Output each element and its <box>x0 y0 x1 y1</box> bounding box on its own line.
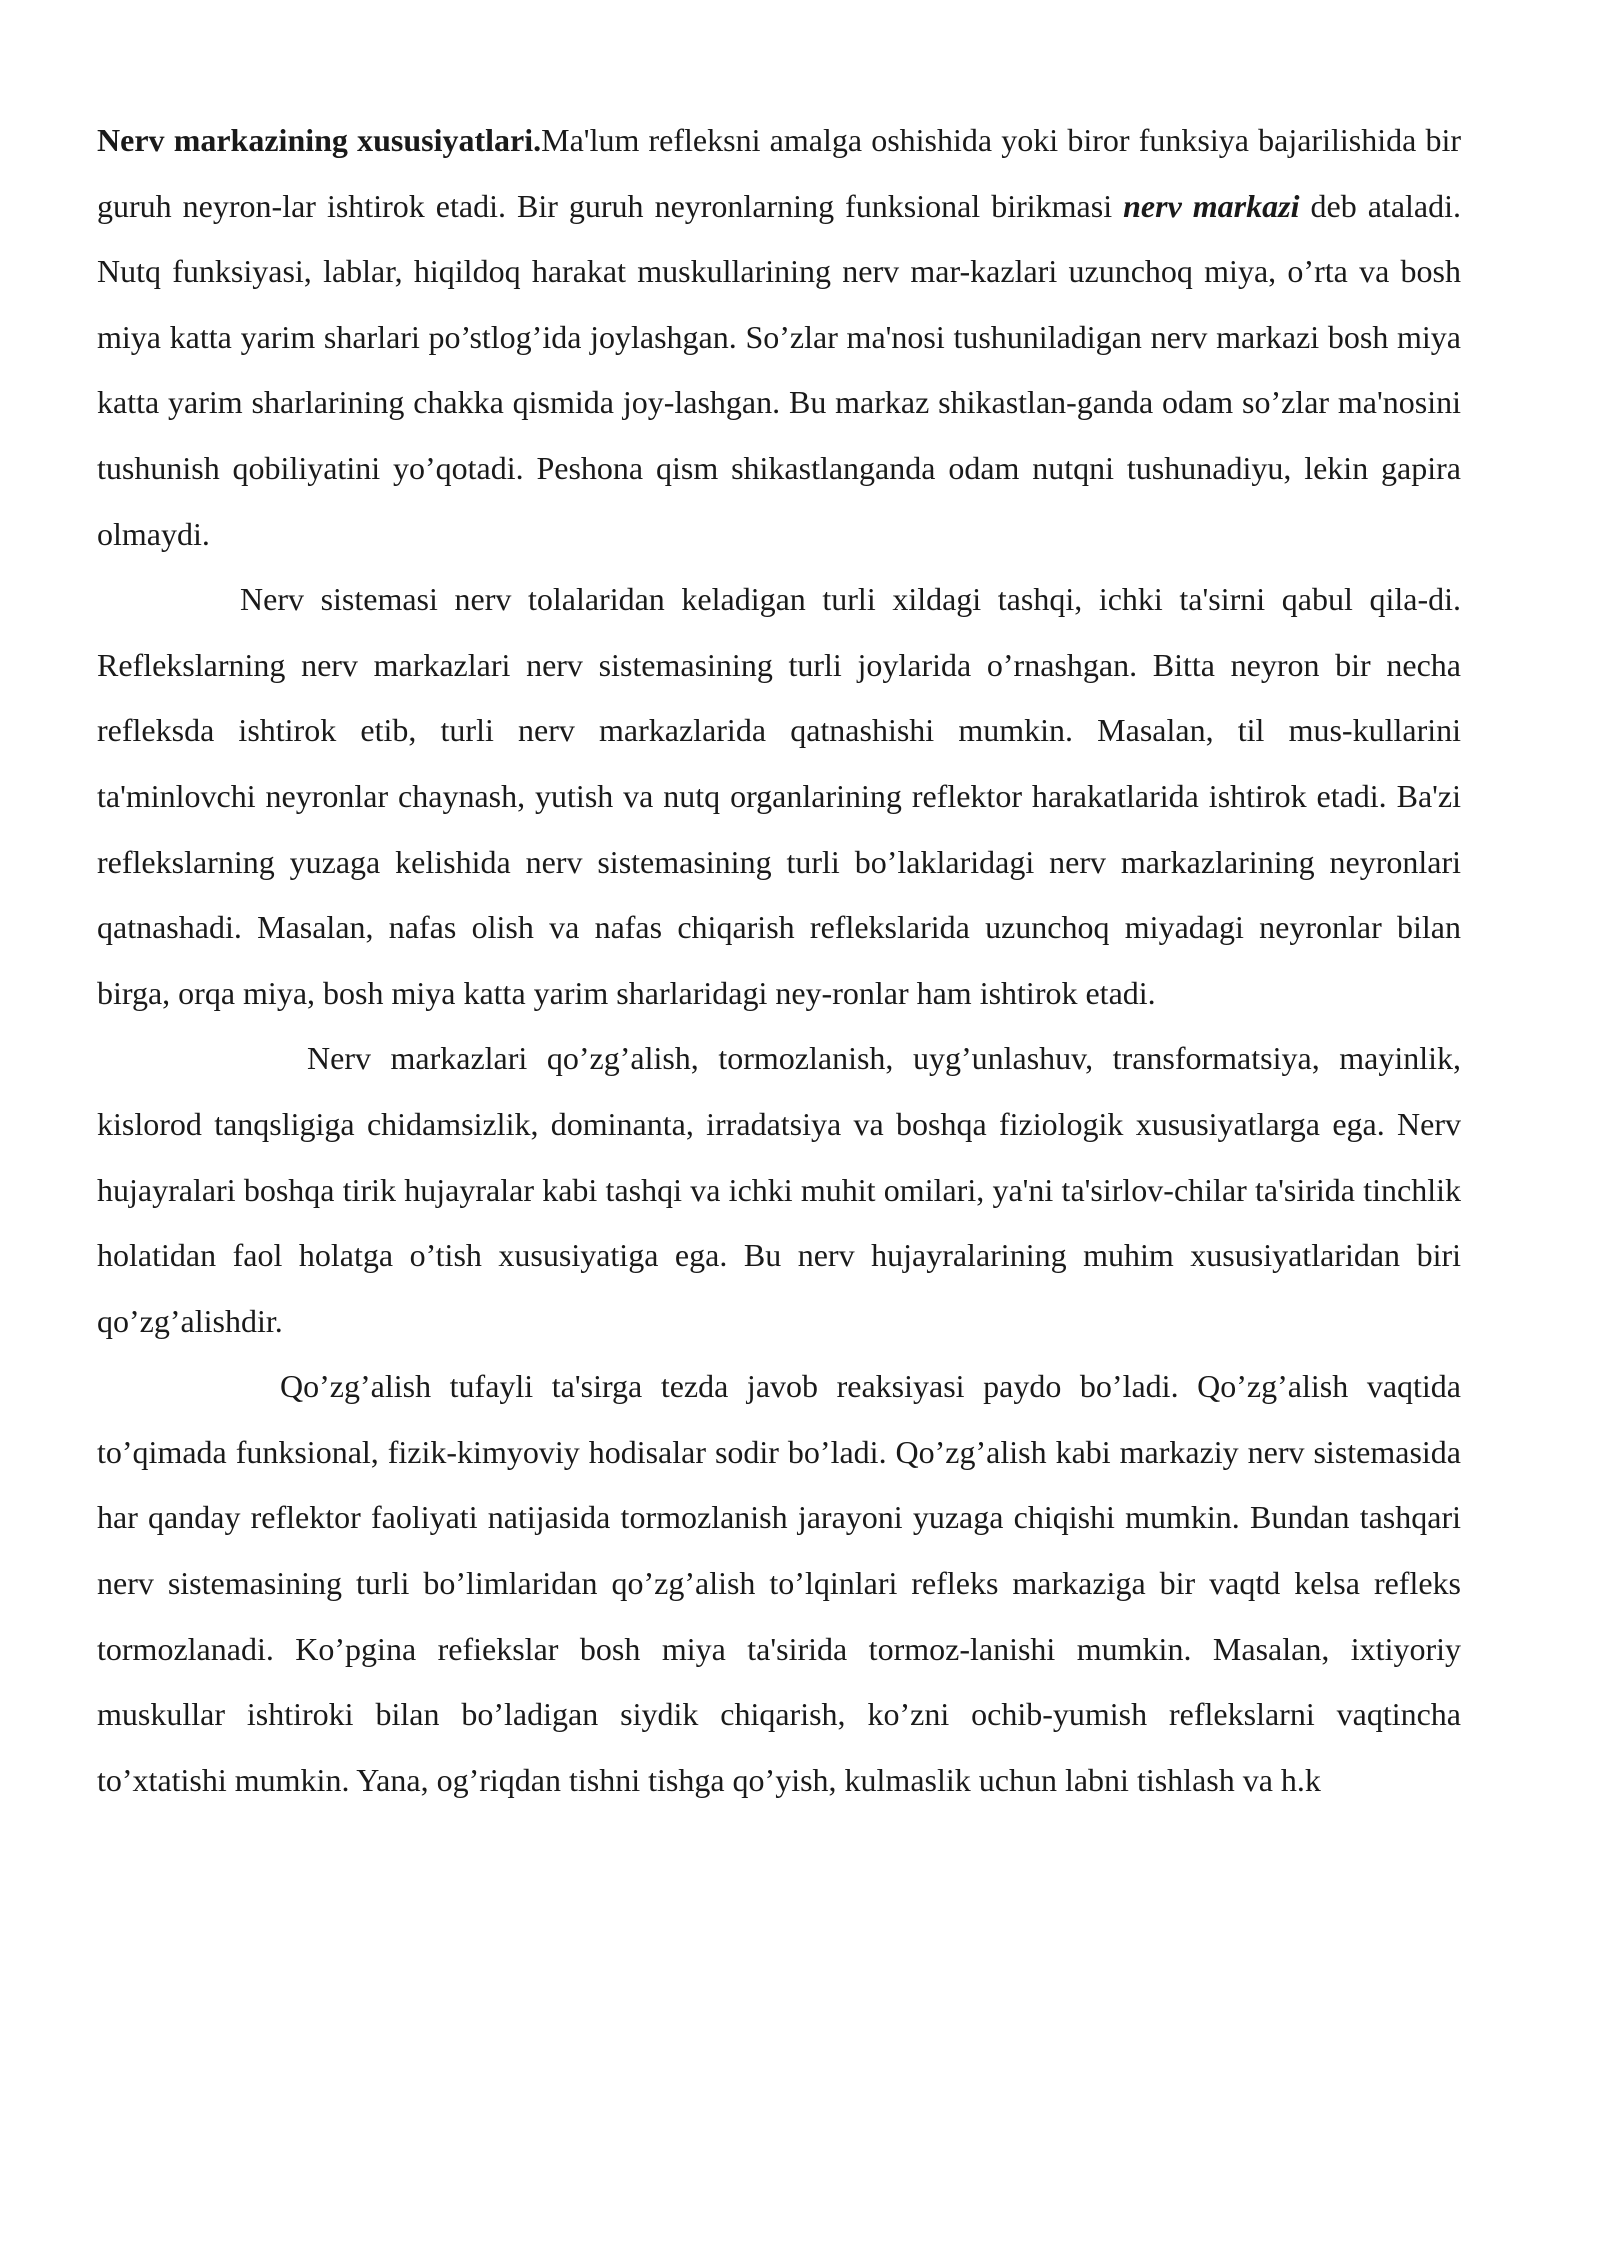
paragraph-1-text-a: Ma'lum refleksni amalga oshishida yoki biror funksiya bajarilishida bir guruh neyron-lar ishtirok etadi. Bir guruh neyronlarning funksional birikmasi <box>97 122 1462 224</box>
paragraph-1 <box>97 108 1461 567</box>
section-heading: Nerv markazining xususiyatlari. <box>97 122 542 158</box>
paragraph-3: Nerv markazlari qo’zg’alish, tormozlanish, uyg’unlashuv, transformatsiya, mayinlik, kislorod tanqsligiga chidamsizlik, dominanta, irradatsiya va boshqa fiziologik xususiyatlarga ega. Nerv hujayralari boshqa tirik hujayralar kabi tashqi va ichki muhit omilari, ya'ni ta'sirlov-chilar ta'sirida tinchlik holatidan faol holatga o’tish xususiyatiga ega. Bu nerv hujayralarining muhim xususiyatlaridan biri qo’zg’alishdir. <box>97 1040 1461 1339</box>
document-page <box>97 108 1461 1813</box>
paragraph-1-text-b: deb ataladi. Nutq funksiyasi, lablar, hiqildoq harakat muskullarining nerv mar-kazlari uzunchoq miya, o’rta va bosh miya katta yarim sharlari po’stlog’ida joylashgan. So’zlar ma'nosi tushuniladigan nerv markazi bosh miya katta yarim sharlarining chakka qismida joy-lashgan. Bu markaz shikastlan-ganda odam so’zlar ma'nosini tushunish qobiliyatini yo’qotadi. Peshona qism shikastlanganda odam nutqni tushunadiyu, lekin gapira olmaydi. <box>97 187 1462 552</box>
paragraph-4: Qo’zg’alish tufayli ta'sirga tezda javob reaksiyasi paydo bo’ladi. Qo’zg’alish vaqtida to’qimada funksional, fizik-kimyoviy hodisalar sodir bo’ladi. Qo’zg’alish kabi markaziy nerv sistemasida har qanday reflektor faoliyati natijasida tormozlanish jarayoni yuzaga chiqishi mumkin. Bundan tashqari nerv sistemasining turli bo’limlaridan qo’zg’alish to’lqinlari refleks markaziga bir vaqtd kelsa refleks tormozlanadi. Ko’pgina refiekslar bosh miya ta'sirida tormoz-lanishi mumkin. Masalan, ixtiyoriy muskullar ishtiroki bilan bo’ladigan siydik chiqarish, ko’zni ochib-yumish reflekslarni vaqtincha to’xtatishi mumkin. Yana, og’riqdan tishni tishga qo’yish, kulmaslik uchun labni tishlash va h.k <box>97 1368 1461 1798</box>
term-nerv-markazi: nerv markazi <box>1123 187 1300 224</box>
paragraph-2: Nerv sistemasi nerv tolalaridan keladigan turli xildagi tashqi, ichki ta'sirni qabul qila-di. Reflekslarning nerv markazlari nerv sistemasining turli joylarida o’rnashgan. Bitta neyron bir necha refleksda ishtirok etib, turli nerv markazlarida qatnashishi mumkin. Masalan, til mus-kullarini ta'minlovchi neyronlar chaynash, yutish va nutq organlarining reflektor harakatlarida ishtirok etadi. Ba'zi reflekslarning yuzaga kelishida nerv sistemasining turli bo’laklaridagi nerv markazlarining neyronlari qatnashadi. Masalan, nafas olish va nafas chiqarish reflekslarida uzunchoq miyadagi neyronlar bilan birga, orqa miya, bosh miya katta yarim sharlaridagi ney-ronlar ham ishtirok etadi. <box>97 581 1461 1011</box>
